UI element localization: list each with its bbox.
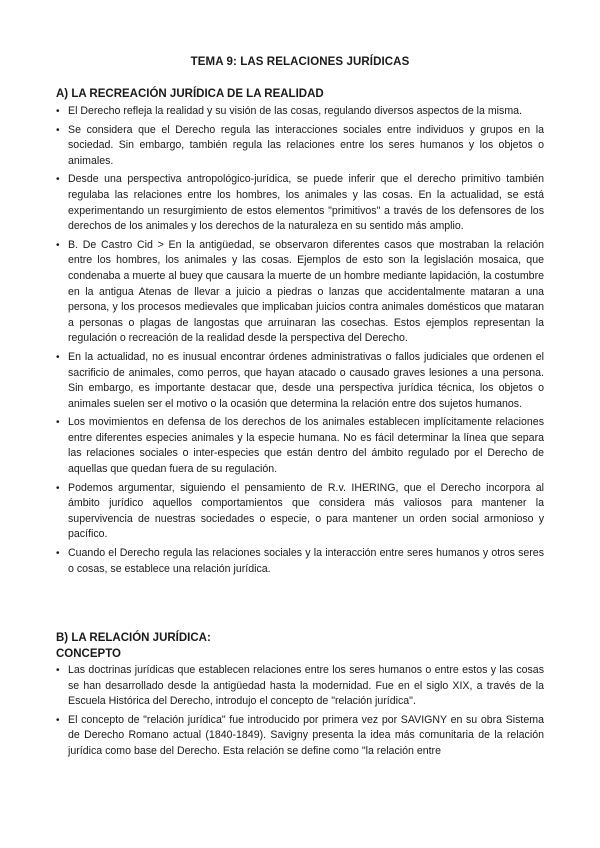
page-title: TEMA 9: LAS RELACIONES JURÍDICAS	[190, 56, 410, 68]
list-item	[56, 350, 544, 412]
list-item-text: Se considera que el Derecho regula las interacciones sociales entre individuos y grupos en la sociedad. Sin embargo, también regula las relaciones entre los seres humanos y los objetos o animales.	[68, 123, 544, 167]
bullet-icon: •	[56, 174, 60, 186]
section-b-heading: B) LA RELACIÓN JURÍDICA:	[56, 632, 211, 644]
list-item-text: Desde una perspectiva antropológico-jurídica, se puede inferir que el derecho primitivo también regulaba las relaciones entre los hombres, los animales y las cosas. En la actualidad, se está experimentando un resurgimiento de estos elementos "primitivos" a través de los defensores de los derechos de los animales y los derechos de la naturaleza en su sentido más amplio.	[68, 173, 544, 233]
bullet-icon: •	[56, 124, 60, 136]
bullet-icon: •	[56, 665, 60, 676]
list-item-text: El Derecho refleja la realidad y su visión de las cosas, regulando diversos aspectos de la misma.	[68, 105, 522, 117]
bullet-icon: •	[56, 482, 60, 494]
list-item-text: Cuando el Derecho regula las relaciones sociales y la interacción entre seres humanos y otros seres o cosas, se establece una relación jurídica.	[68, 547, 544, 575]
list-item	[56, 104, 544, 120]
list-item-text: El concepto de "relación jurídica" fue introducido por primera vez por SAVIGNY en su obra Sistema de Derecho Romano actual (1840-1849). Savigny presenta la idea más comunitaria de la relación jurídica como base del Derecho. Esta relación se define como "la relación entre	[68, 713, 544, 757]
section-b-subheading: CONCEPTO	[56, 648, 121, 660]
bullet-icon: •	[56, 239, 60, 251]
list-item	[56, 238, 544, 347]
section-b-list	[56, 663, 544, 763]
list-item	[56, 546, 544, 577]
list-item-text: En la actualidad, no es inusual encontrar órdenes administrativas o fallos judiciales que ordenen el sacrificio de animales, como perros, que hayan atacado o causado graves lesiones a una persona. Sin embargo, es importante destacar que, desde una perspectiva jurídica técnica, los objetos o animales suelen ser el motivo o la ocasión que determina la relación entre dos sujetos humanos.	[68, 350, 544, 410]
bullet-icon: •	[56, 106, 60, 117]
list-item-text: Los movimientos en defensa de los derechos de los animales establecen implícitamente relaciones entre diferentes especies animales y la especie humana. No es fácil determinar la línea que separa las relaciones sociales o inter-especies que están dentro del ámbito regulado por el Derecho de aquellas que quedan fuera de su regulación.	[68, 416, 544, 476]
list-item	[56, 663, 544, 710]
section-a-heading: A) LA RECREACIÓN JURÍDICA DE LA REALIDAD	[56, 88, 324, 100]
list-item-text: Las doctrinas jurídicas que establecen relaciones entre los seres humanos o entre estos y las cosas se han desarrollado desde la antigüedad hasta la modernidad. Fue en el siglo XIX, a través de la Escuela Histórica del Derecho, introdujo el concepto de "relación jurídica".	[68, 664, 544, 708]
bullet-icon: •	[56, 351, 60, 363]
list-item	[56, 481, 544, 543]
bullet-icon: •	[56, 548, 60, 560]
list-item-text: B. De Castro Cid > En la antigüedad, se observaron diferentes casos que mostraban la relación entre los hombres, los animales y las cosas. Ejemplos de esto son la legislación mosaica, que condenaba a muerte al buey que causara la muerte de un hombre mediante lapidación, la costumbre en la antigua Atenas de llevar a juicio a piedras o lanzas que accidentalmente mataran a una persona, y los procesos medievales que implicaban juicios contra animales domésticos que mataran a personas o plagas de langostas que arruinaran las cosechas. Estos ejemplos representan la regulación o recreación de la realidad desde la perspectiva del Derecho.	[68, 238, 544, 345]
bullet-icon: •	[56, 417, 60, 429]
section-a-list	[56, 104, 544, 580]
list-item-text: Podemos argumentar, siguiendo el pensamiento de R.v. IHERING, que el Derecho incorpora al ámbito jurídico aquellos comportamientos que considera más valiosos para mantener la supervivencia de nuestras sociedades o especie, o para mantener un orden social armonioso y pacífico.	[68, 481, 544, 541]
list-item	[56, 172, 544, 234]
bullet-icon: •	[56, 714, 60, 726]
list-item	[56, 123, 544, 170]
list-item	[56, 713, 544, 760]
list-item	[56, 415, 544, 477]
